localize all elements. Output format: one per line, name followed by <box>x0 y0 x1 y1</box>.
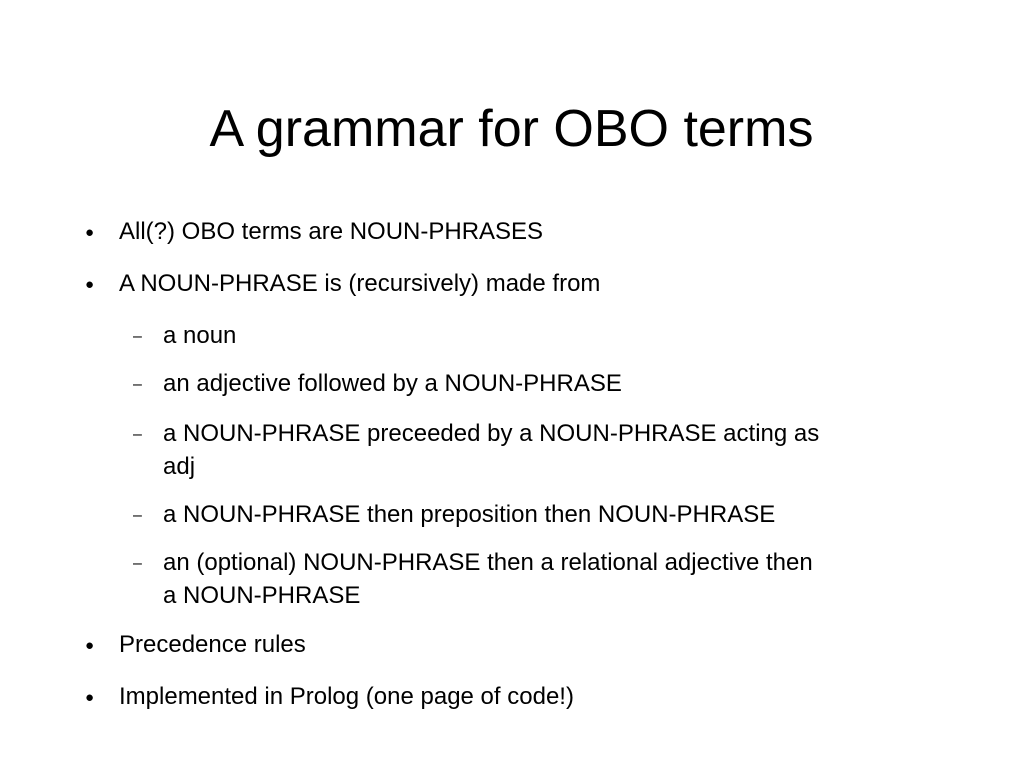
bullet-text: A NOUN-PHRASE is (recursively) made from <box>119 270 601 297</box>
dash-icon: – <box>133 507 142 524</box>
bullet-icon: ● <box>85 689 95 706</box>
bullet-text: All(?) OBO terms are NOUN-PHRASES <box>119 218 544 245</box>
bullet-icon: ● <box>85 637 95 654</box>
sub-bullet-text-continued: a NOUN-PHRASE <box>163 582 361 609</box>
bullet-text: Implemented in Prolog (one page of code!) <box>119 683 574 710</box>
sub-bullet-text: a NOUN-PHRASE preceeded by a NOUN-PHRASE acting as <box>163 420 820 447</box>
dash-icon: – <box>133 376 142 393</box>
slide-title: A grammar for OBO terms <box>209 100 814 158</box>
bullet-text: Precedence rules <box>119 631 306 658</box>
sub-bullet-text-continued: adj <box>163 453 196 480</box>
dash-icon: – <box>133 328 142 345</box>
sub-bullet-text: a NOUN-PHRASE then preposition then NOUN-PHRASE <box>163 501 776 528</box>
sub-bullet-text: a noun <box>163 322 237 349</box>
dash-icon: – <box>133 426 142 443</box>
bullet-icon: ● <box>85 276 95 293</box>
bullet-icon: ● <box>85 224 95 241</box>
sub-bullet-text: an adjective followed by a NOUN-PHRASE <box>163 370 622 397</box>
dash-icon: – <box>133 555 142 572</box>
sub-bullet-text: an (optional) NOUN-PHRASE then a relational adjective then <box>163 549 813 576</box>
